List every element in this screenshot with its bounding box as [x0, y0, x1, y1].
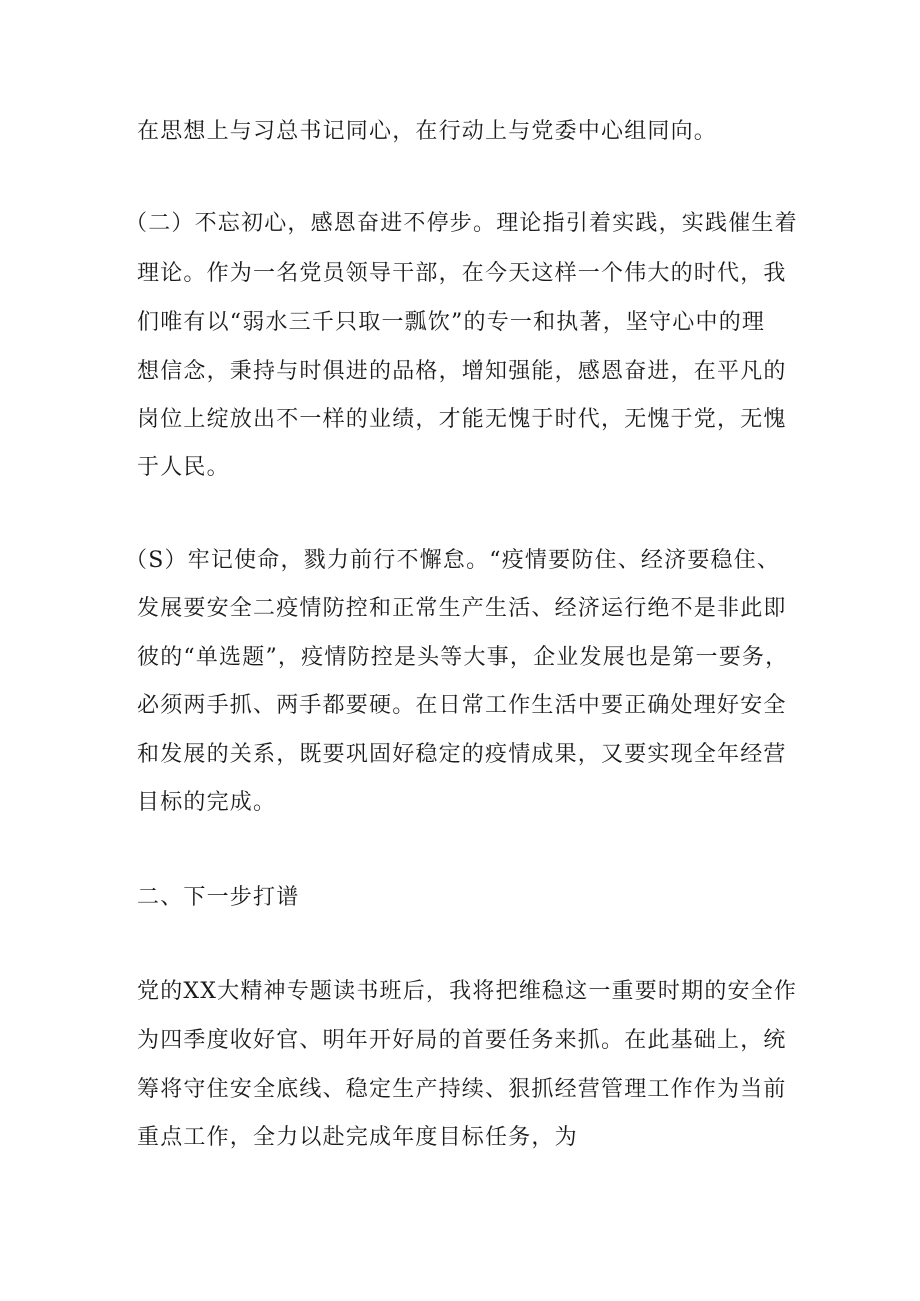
text-line: 必须两手抓、两手都要硬。在日常工作生活中要正确处理好安全: [137, 693, 787, 718]
text-line: 想信念，秉持与时俱进的品格，增知强能，感恩奋进，在平凡的: [137, 359, 787, 384]
text-line: 和发展的关系，既要巩固好稳定的疫情成果，又要实现全年经营: [137, 742, 787, 767]
text-line: 发展要安全二疫情防控和正常生产生活、经济运行绝不是非此即: [137, 596, 787, 621]
text-line: 理论。作为一名党员领导干部，在今天这样一个伟大的时代，我: [137, 261, 787, 286]
section-heading: 二、下一步打谱: [137, 885, 300, 910]
text-line: （二）不忘初心，感恩奋进不停步。理论指引着实践，实践催生着: [125, 211, 798, 236]
text-line: （S）牢记使命，戮力前行不懈怠。“疫情要防住、经济要稳住、: [125, 548, 781, 573]
text-line: 们唯有以“弱水三千只取一瓢饮”的专一和执著，坚守心中的理: [137, 310, 766, 335]
text-line: 在思想上与习总书记同心，在行动上与党委中心组同向。: [137, 119, 718, 144]
text-line: 筹将守住安全底线、稳定生产持续、狠抓经营管理工作作为当前: [137, 1077, 787, 1102]
text-line: 重点工作，全力以赴完成年度目标任务，为: [137, 1125, 578, 1150]
text-line: 彼的“单选题”，疫情防控是头等大事，企业发展也是第一要务，: [137, 645, 789, 670]
text-line: 岗位上绽放出不一样的业绩，才能无愧于时代，无愧于党，无愧: [137, 407, 787, 432]
text-line: 目标的完成。: [137, 790, 277, 815]
text-line: 于人民。: [137, 455, 230, 480]
text-line: 党的XX大精神专题读书班后，我将把维稳这一重要时期的安全作: [137, 979, 798, 1004]
text-line: 为四季度收好官、明年开好局的首要任务来抓。在此基础上，统: [137, 1028, 787, 1053]
